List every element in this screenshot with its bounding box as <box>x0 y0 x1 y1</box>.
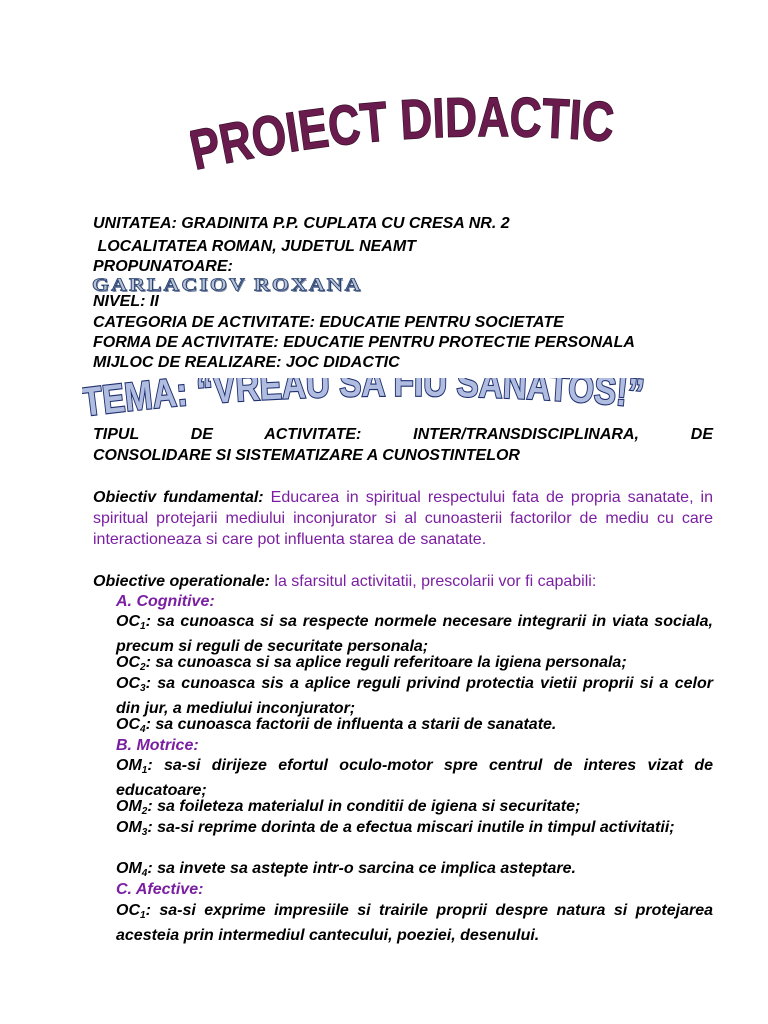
heading-afective: C. Afective: <box>116 881 204 898</box>
objective-item: $OM_1$: sa-si dirijeze efortul oculo-motor spre centrul de interes vizat de educatoare; <box>116 757 713 799</box>
unitatea-line: UNITATEA: GRADINITA P.P. CUPLATA CU CRESA NR. 2 <box>93 215 510 232</box>
tema-banner <box>82 378 652 428</box>
obiectiv-fundamental <box>93 487 713 550</box>
obiectiv-fundamental-label: Obiectiv fundamental: <box>93 489 264 506</box>
objective-item: $OC_2$: sa cunoasca si sa aplice reguli referitoare la igiena personala; <box>116 654 627 673</box>
obiective-operationale <box>93 571 713 592</box>
localitatea-line: LOCALITATEA ROMAN, JUDETUL NEAMT <box>93 238 416 255</box>
tipul-line-2: CONSOLIDARE SI SISTEMATIZARE A CUNOSTINTELOR <box>93 447 520 464</box>
objective-item: $OC_1$: sa-si exprime impresiile si trairile proprii despre natura si protejarea acesteia prin intermediul cantecului, poeziei, desenului. <box>116 902 713 944</box>
objective-item: $OC_1$: sa cunoasca si sa respecte normele necesare integrarii in viata sociala, precum si reguli de securitate personala; <box>116 613 713 655</box>
propunatoare-label: PROPUNATOARE: <box>93 258 233 275</box>
mijloc-line: MIJLOC DE REALIZARE: JOC DIDACTIC <box>93 354 400 371</box>
objective-item: $OC_4$: sa cunoasca factorii de influenta a starii de sanatate. <box>116 716 557 735</box>
title-text: ROIECT DIDACTI <box>214 92 587 176</box>
objective-item: $OM_2$: sa foileteza materialul in conditii de igiena si securitate; <box>116 798 581 817</box>
heading-motrice: B. Motrice: <box>116 737 199 754</box>
obiective-operationale-text: la sfarsitul activitatii, prescolarii vor fi capabili: <box>269 573 597 590</box>
tipul-line-1: TIPUL DE ACTIVITATE: INTER/TRANSDISCIPLINARA, DE <box>93 426 713 443</box>
objective-item: $OM_3$: sa-si reprime dorinta de a efectua miscari inutile in timpul activitatii; <box>116 819 675 838</box>
nivel-line: NIVEL: II <box>93 293 159 310</box>
svg-text:TEMA: “VREAU SA FIU SANATOS!” <box>82 378 650 425</box>
propunatoare-name: GARLACIOV ROXANA <box>92 274 363 295</box>
objective-item: $OC_3$: sa cunoasca sis a aplice reguli privind protectia vietii proprii si a celor din jur, a mediului inconjurator; <box>116 675 713 717</box>
heading-cognitive: A. Cognitive: <box>116 593 215 610</box>
objective-item: $OM_4$: sa invete sa astepte intr-o sarcina ce implica asteptare. <box>116 860 576 879</box>
tema-wordart <box>82 378 652 428</box>
title-wordart <box>190 92 620 182</box>
forma-line: FORMA DE ACTIVITATE: EDUCATIE PENTRU PROTECTIE PERSONALA <box>93 334 635 351</box>
obiectiv-fundamental-text: Educarea in spiritual respectului fata de propria sanatate, in spiritual protejarii mediului inconjurator si al cunoasterii factorilor de mediu cu care interactioneaza si care pot influenta starea de sanatate. <box>93 489 713 548</box>
document-title <box>190 92 620 182</box>
categoria-line: CATEGORIA DE ACTIVITATE: EDUCATIE PENTRU SOCIETATE <box>93 314 564 331</box>
svg-text:PROIECT DIDACTIC <box>190 92 616 182</box>
tema-text: TEMA: “VREAU SA FIU SANATOS!” <box>82 378 650 425</box>
obiective-operationale-label: Obiective operationale: <box>93 573 270 590</box>
